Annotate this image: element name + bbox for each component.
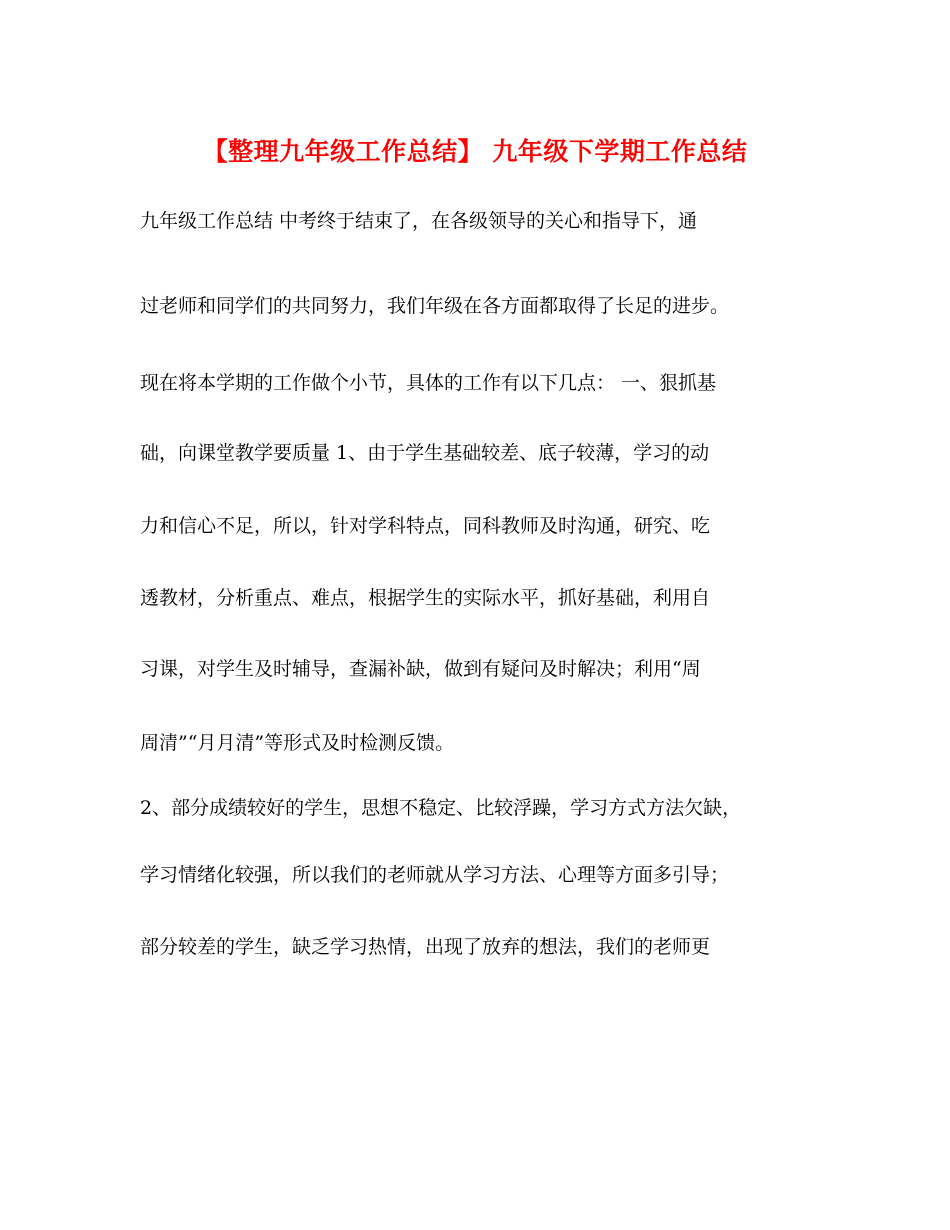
document-title: 【整理九年级工作总结】 九年级下学期工作总结 (202, 137, 748, 166)
body-line: 础，向课堂教学要质量 1、由于学生基础较差、底子较薄，学习的动 (140, 442, 710, 464)
body-line: 学习情绪化较强，所以我们的老师就从学习方法、心理等方面多引导； (140, 864, 730, 886)
body-line: 周清”“月月清”等形式及时检测反馈。 (140, 732, 455, 754)
body-line: 九年级工作总结 中考终于结束了，在各级领导的关心和指导下，通 (140, 210, 698, 232)
body-line: 部分较差的学生，缺乏学习热情，出现了放弃的想法，我们的老师更 (140, 936, 711, 958)
body-line: 现在将本学期的工作做个小节，具体的工作有以下几点： 一、狠抓基 (140, 372, 717, 394)
body-line: 过老师和同学们的共同努力，我们年级在各方面都取得了长足的进步。 (140, 295, 730, 317)
body-line: 透教材，分析重点、难点，根据学生的实际水平，抓好基础，利用自 (140, 587, 711, 609)
body-line: 2、部分成绩较好的学生，思想不稳定、比较浮躁，学习方式方法欠缺， (140, 797, 742, 819)
body-line: 习课，对学生及时辅导，查漏补缺，做到有疑问及时解决；利用“周 (140, 658, 701, 680)
body-line: 力和信心不足，所以，针对学科特点，同科教师及时沟通，研究、吃 (140, 515, 711, 537)
